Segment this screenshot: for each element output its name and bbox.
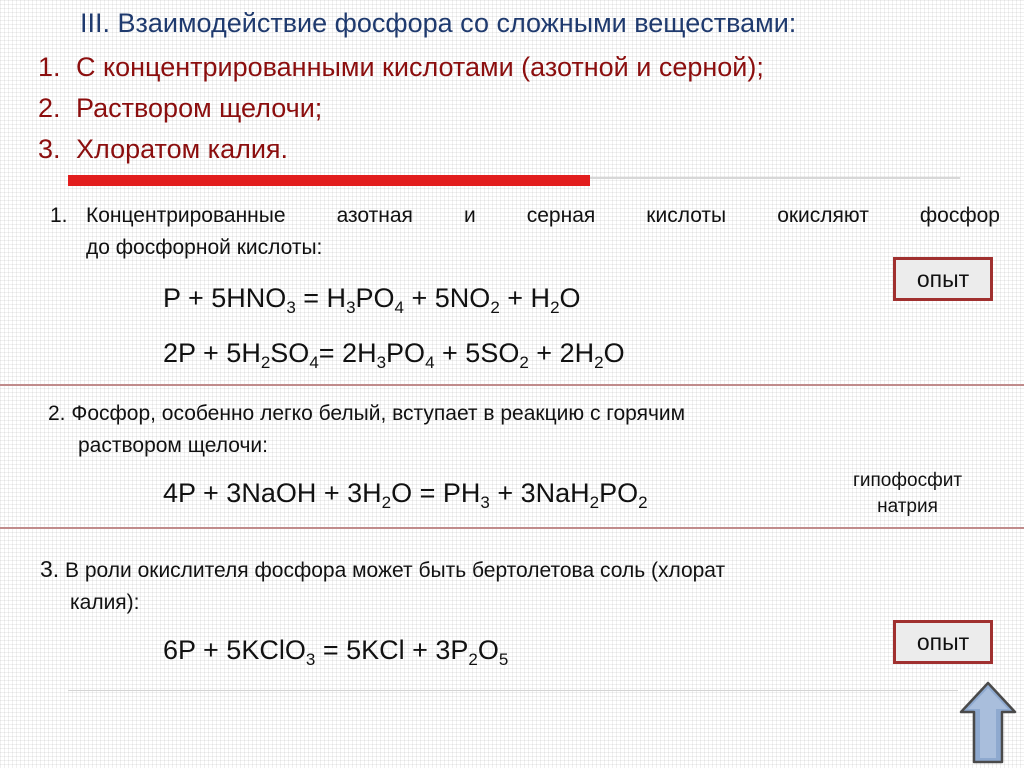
- equation-p-h2so4: $2P + 5H_2SO_4= 2H_3PO_4 + 5SO_2 + 2H_2O$: [163, 338, 625, 372]
- section-1-line-2: до фосфорной кислоты:: [86, 236, 323, 259]
- experiment-button-2[interactable]: опыт: [893, 620, 993, 664]
- section-3-line-2: калия):: [70, 591, 140, 614]
- equation-p-naoh: 4P + 3NaOH + $3H_2O = PH_3 + 3NaH_2PO_2$: [163, 478, 648, 512]
- section-divider: [0, 384, 1024, 386]
- title-underline-bar: [68, 175, 590, 186]
- section-2-line-1: 2. Фосфор, особенно легко белый, вступает в реакцию с горячим: [48, 402, 686, 425]
- product-name-note: [820, 468, 995, 520]
- word: Концентрированные: [86, 204, 286, 227]
- outline-item-number: 1.: [38, 52, 61, 82]
- word: кислоты: [646, 204, 727, 227]
- section-2-text: [48, 398, 685, 462]
- section-3-text: [40, 553, 725, 619]
- outline-item-1: [38, 52, 764, 83]
- outline-item-text: С концентрированными кислотами (азотной и серной);: [76, 52, 764, 82]
- section-1-line-1: [86, 200, 1000, 232]
- word: и: [463, 204, 476, 227]
- outline-item-text: Хлоратом калия.: [76, 134, 289, 164]
- section-3-number: 3.: [40, 556, 60, 582]
- title-underline-thin: [590, 177, 960, 179]
- note-line-1: гипофосфит: [852, 470, 963, 491]
- word: азотная: [336, 204, 413, 227]
- outline-item-text: Раствором щелочи;: [76, 93, 323, 123]
- word: окисляют: [777, 204, 869, 227]
- footer-divider: [68, 690, 958, 691]
- section-2-line-2: раствором щелочи:: [78, 434, 268, 457]
- slide-title: III. Взаимодействие фосфора со сложными веществами:: [80, 8, 797, 38]
- note-line-2: натрия: [877, 496, 938, 517]
- equation-p-hno3: $P + 5HNO_3 = H_3PO_4 + 5NO_2 + H_2O$: [163, 283, 581, 317]
- experiment-button-1[interactable]: опыт: [893, 257, 993, 301]
- outline-item-2: [38, 93, 322, 124]
- section-1-index: 1.: [50, 204, 68, 227]
- up-arrow-icon[interactable]: [958, 680, 1018, 765]
- section-3-line-1: 3. В роли окислителя фосфора может быть бертолетова соль (хлорат: [40, 556, 726, 582]
- outline-item-number: 2.: [38, 93, 61, 123]
- section-divider: [0, 527, 1024, 529]
- word: серная: [526, 204, 596, 227]
- outline-item-3: [38, 134, 288, 165]
- section-1-text: [50, 200, 1000, 264]
- word: фосфор: [919, 204, 1000, 227]
- outline-item-number: 3.: [38, 134, 61, 164]
- equation-p-kclo3: 6P + 5KClO$_3$ = $5KCl + 3P_2O_5$: [163, 635, 509, 669]
